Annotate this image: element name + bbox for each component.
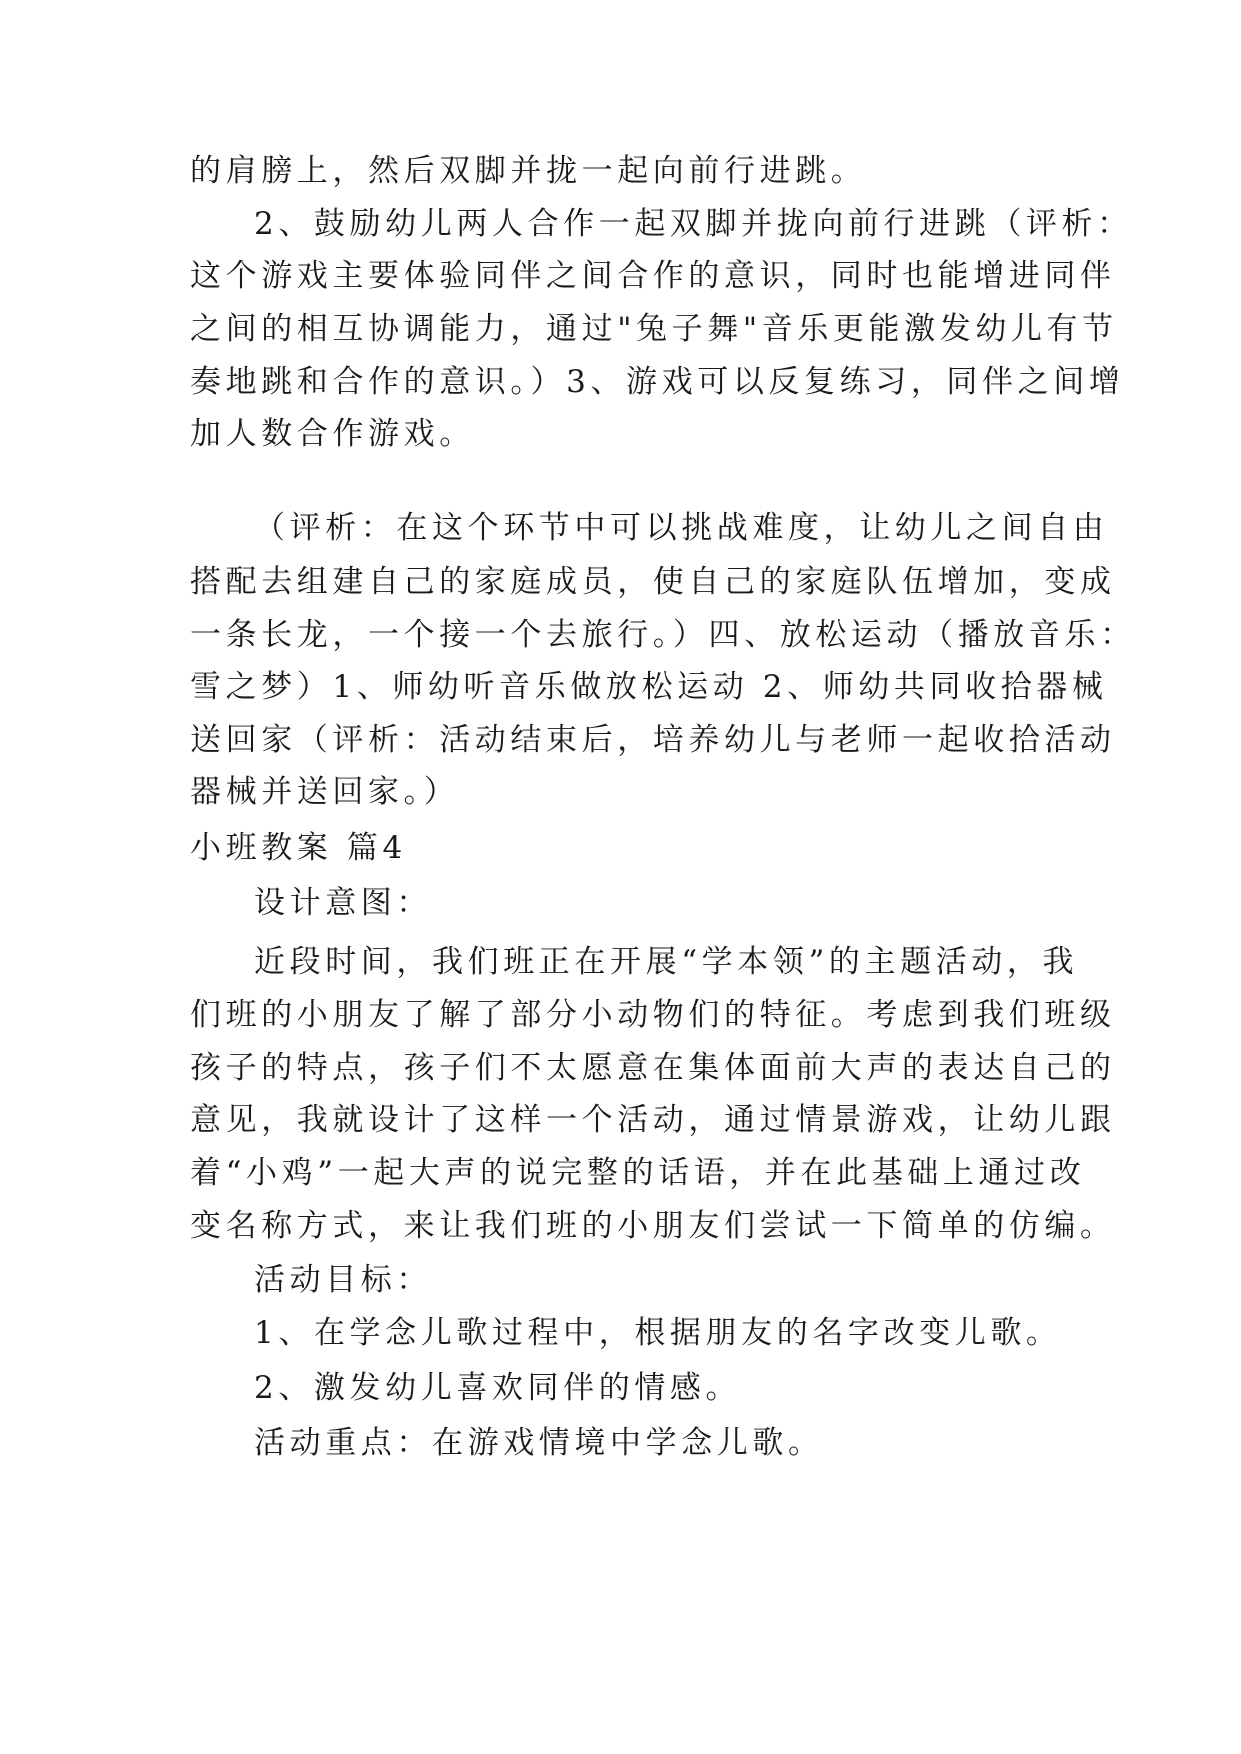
paragraph-line: 近段时间，我们班正在开展“学本领”的主题活动，我 (254, 944, 1079, 980)
paragraph-line: 搭配去组建自己的家庭成员，使自己的家庭队伍增加，变成 (190, 564, 1116, 600)
paragraph-line: 们班的小朋友了解了部分小动物们的特征。考虑到我们班级 (190, 997, 1116, 1033)
section-heading: 小班教案 篇4 (190, 830, 407, 866)
paragraph-line: 孩子的特点，孩子们不太愿意在集体面前大声的表达自己的 (190, 1050, 1116, 1086)
subheading-design-intent: 设计意图： (254, 885, 432, 921)
paragraph-line: 2、鼓励幼儿两人合作一起双脚并拢向前行进跳（评析： (254, 206, 1133, 242)
subheading-goals: 活动目标： (254, 1262, 432, 1298)
paragraph-line: 一条长龙，一个接一个去旅行。）四、放松运动（播放音乐： (190, 617, 1136, 653)
list-item: 2、激发幼儿喜欢同伴的情感。 (254, 1370, 742, 1406)
paragraph-line: 雪之梦）1、师幼听音乐做放松运动 2、师幼共同收拾器械 (190, 669, 1108, 705)
paragraph-line: （评析：在这个环节中可以挑战难度，让幼儿之间自由 (254, 510, 1109, 546)
paragraph-line: 着“小鸡”一起大声的说完整的话语，并在此基础上通过改 (190, 1155, 1086, 1191)
paragraph-line: 器械并送回家。） (190, 774, 460, 810)
paragraph-line: 这个游戏主要体验同伴之间合作的意识，同时也能增进同伴 (190, 258, 1116, 294)
paragraph-line: 之间的相互协调能力，通过"兔子舞"音乐更能激发幼儿有节 (190, 311, 1118, 347)
paragraph-line: 变名称方式，来让我们班的小朋友们尝试一下简单的仿编。 (190, 1208, 1116, 1244)
paragraph-line: 奏地跳和合作的意识。）3、游戏可以反复练习，同伴之间增 (190, 364, 1125, 400)
paragraph-line: 送回家（评析：活动结束后，培养幼儿与老师一起收拾活动 (190, 722, 1116, 758)
paragraph-line: 的肩膀上，然后双脚并拢一起向前行进跳。 (190, 153, 867, 189)
list-item: 1、在学念儿歌过程中，根据朋友的名字改变儿歌。 (254, 1315, 1062, 1351)
paragraph-line: 加人数合作游戏。 (190, 416, 475, 452)
paragraph-line: 意见，我就设计了这样一个活动，通过情景游戏，让幼儿跟 (190, 1102, 1116, 1138)
subheading-key-point: 活动重点：在游戏情境中学念儿歌。 (254, 1425, 824, 1461)
